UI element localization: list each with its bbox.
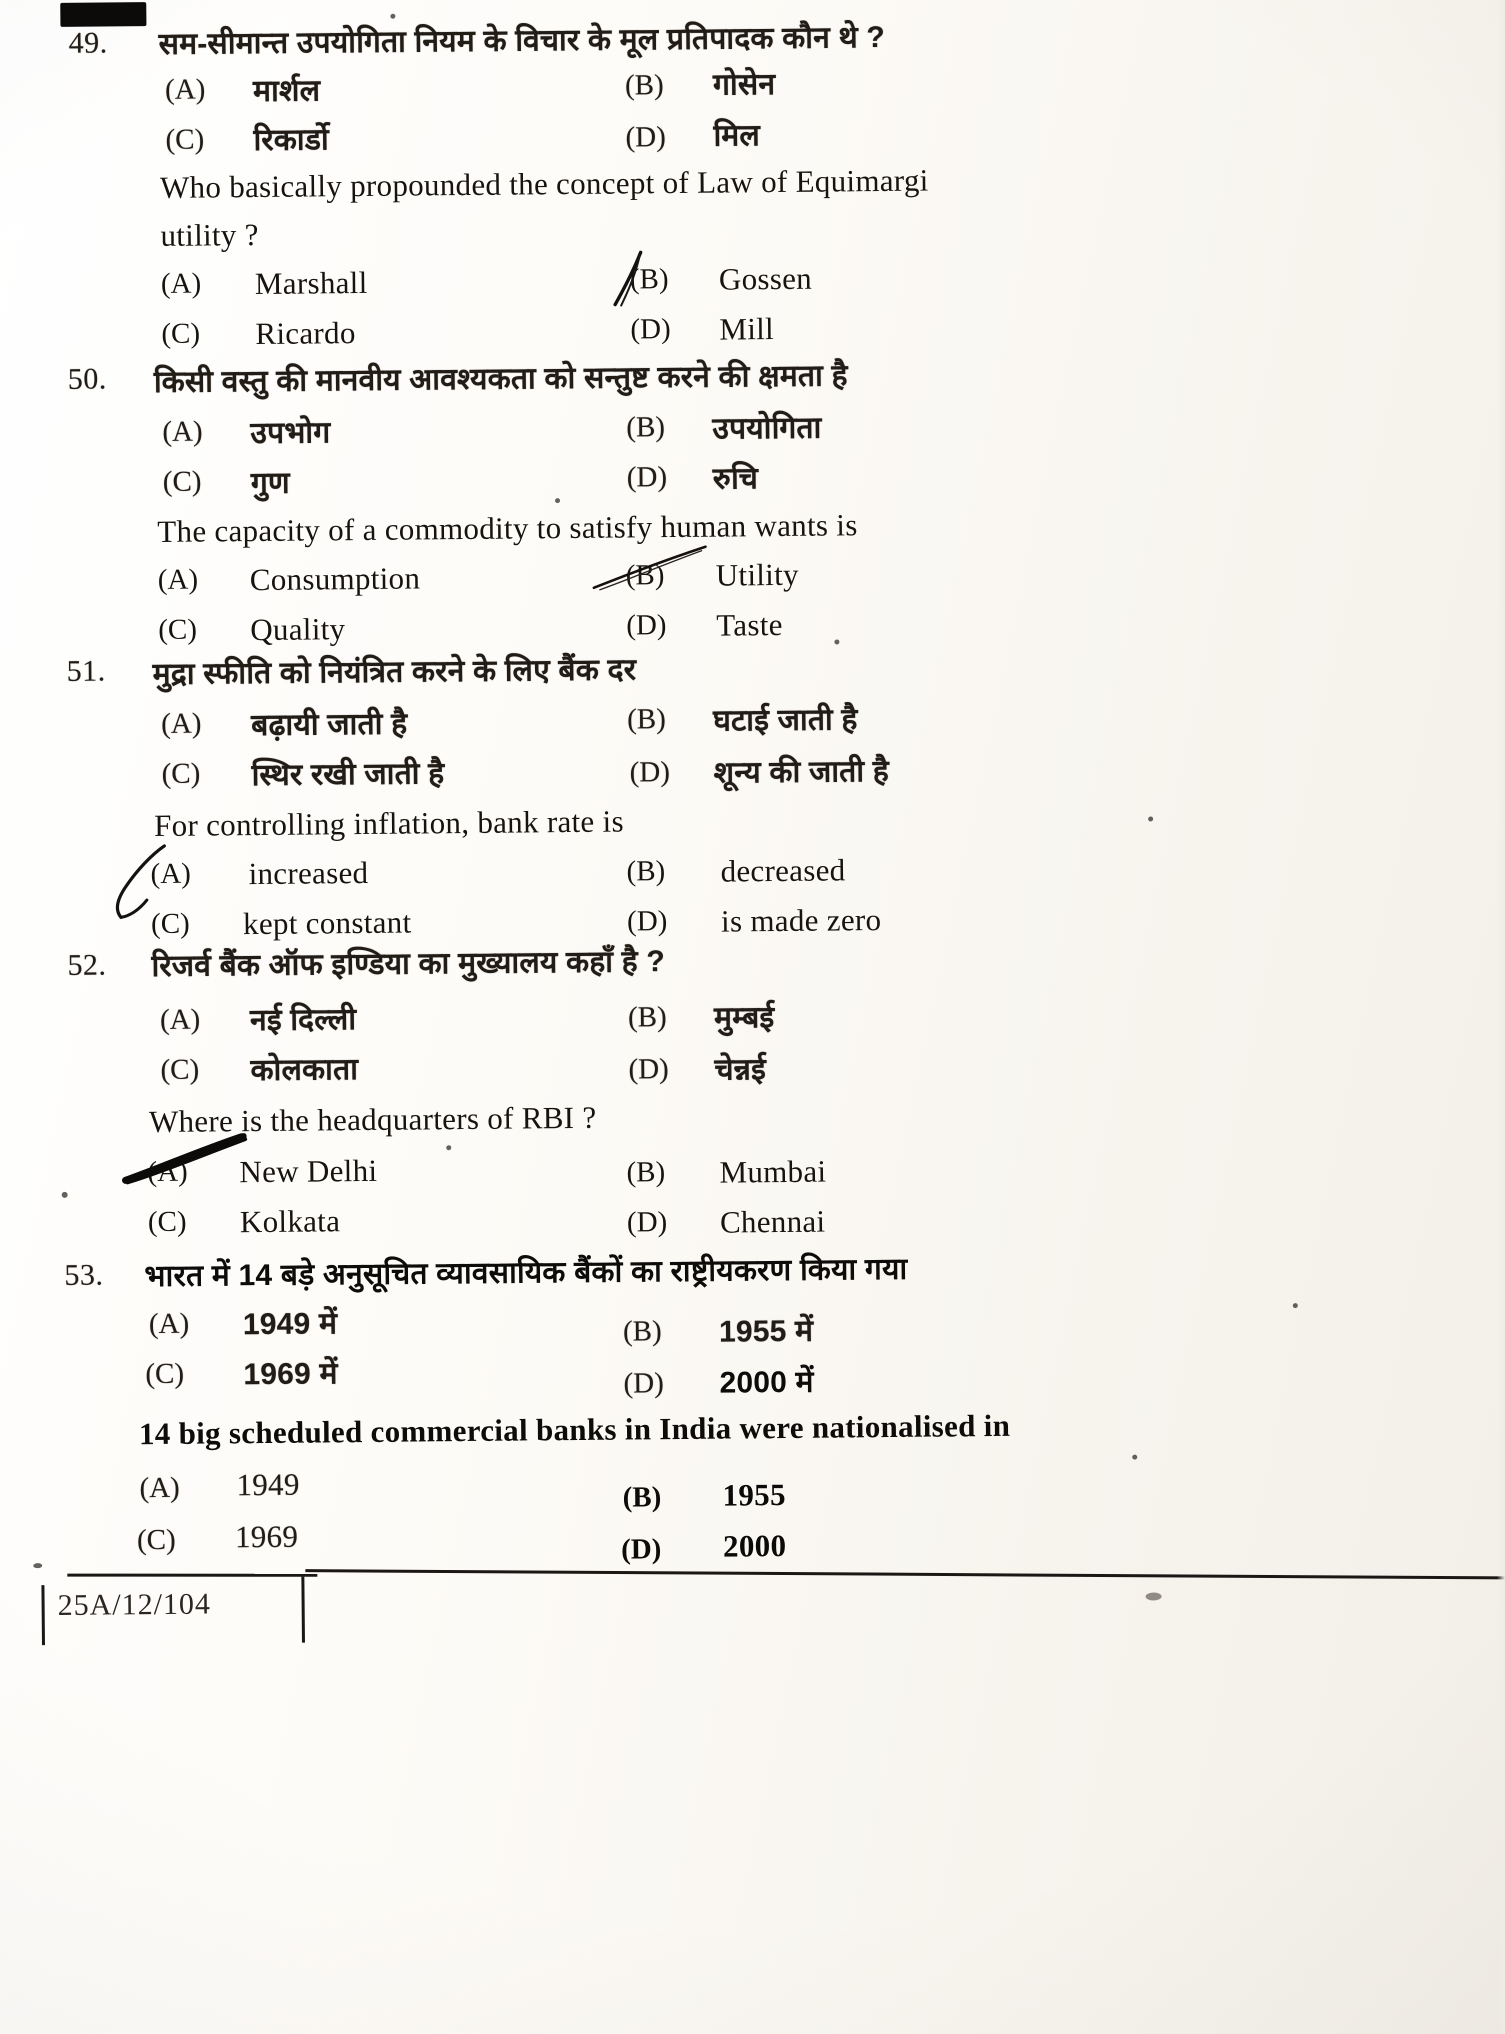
option-text[interactable]: गोसेन — [712, 68, 776, 102]
option-text[interactable]: is made zero — [720, 902, 882, 939]
question-text-english: Where is the headquarters of RBI ? — [148, 1099, 597, 1140]
option-text[interactable]: Marshall — [254, 264, 368, 302]
question-text-hindi: रिजर्व बैंक ऑफ इण्डिया का मुख्यालय कहाँ है ? — [151, 945, 666, 984]
option-text[interactable]: शून्य की जाती है — [713, 754, 890, 790]
option-label[interactable]: (A) — [164, 73, 206, 106]
scan-speck — [1132, 1455, 1137, 1460]
scan-speck — [555, 498, 560, 503]
option-text[interactable]: New Delhi — [239, 1152, 378, 1190]
option-label[interactable]: (A) — [139, 1471, 180, 1505]
option-label[interactable]: (B) — [626, 855, 666, 888]
option-text[interactable]: kept constant — [242, 904, 412, 942]
option-label[interactable]: (C) — [162, 465, 202, 498]
option-label[interactable]: (B) — [622, 1315, 662, 1348]
question-number: 52. — [67, 948, 107, 982]
option-label[interactable]: (B) — [629, 263, 669, 296]
question-text-english: Who basically propounded the concept of Law of Equimargi — [159, 162, 929, 205]
option-label[interactable]: (C) — [165, 123, 205, 156]
option-text[interactable]: 1949 — [236, 1466, 300, 1503]
option-label[interactable]: (A) — [157, 563, 199, 596]
question-text-hindi: मुद्रा स्फीति को नियंत्रित करने के लिए बैंक दर — [152, 653, 637, 692]
option-label[interactable]: (C) — [136, 1523, 176, 1557]
option-text[interactable]: रिकार्डो — [253, 123, 329, 158]
option-label[interactable]: (A) — [162, 415, 203, 448]
option-label[interactable]: (A) — [147, 1155, 188, 1189]
question-number: 49. — [68, 26, 108, 60]
option-label[interactable]: (B) — [624, 69, 664, 102]
option-text[interactable]: Chennai — [719, 1203, 826, 1240]
option-text[interactable]: बढ़ायी जाती है — [251, 707, 408, 743]
option-text[interactable]: 1969 — [234, 1518, 299, 1555]
option-text[interactable]: Gossen — [718, 260, 813, 297]
option-text[interactable]: उपभोग — [250, 416, 331, 451]
scan-speck — [1148, 816, 1153, 821]
question-text-english-cont: utility ? — [160, 216, 259, 253]
option-label[interactable]: (B) — [622, 1481, 662, 1514]
option-label[interactable]: (D) — [626, 905, 668, 938]
question-text-hindi: सम-सीमान्त उपयोगिता नियम के विचार के मूल प्रतिपादक कौन थे ? — [158, 20, 886, 61]
option-text[interactable]: increased — [248, 854, 369, 892]
option-text[interactable]: घटाई जाती है — [712, 703, 858, 738]
scan-smudge-top-left — [60, 2, 146, 27]
option-label[interactable]: (C) — [150, 907, 190, 941]
scan-speck — [1293, 1303, 1298, 1308]
option-text[interactable]: रुचि — [712, 462, 759, 496]
option-text[interactable]: 2000 — [722, 1527, 787, 1564]
option-label[interactable]: (D) — [623, 1367, 664, 1400]
option-label[interactable]: (B) — [626, 411, 666, 444]
option-label[interactable]: (C) — [145, 1357, 185, 1391]
scan-speck — [1146, 1592, 1162, 1600]
option-text[interactable]: गुण — [250, 466, 290, 501]
footer-box-left — [41, 1585, 45, 1645]
question-text-english: For controlling inflation, bank rate is — [153, 803, 625, 844]
scan-speck — [446, 1145, 451, 1150]
option-label[interactable]: (D) — [625, 121, 666, 154]
page-right-edge-shadow — [1497, 0, 1505, 2034]
option-text[interactable]: Mill — [719, 311, 775, 347]
option-label[interactable]: (A) — [161, 707, 202, 740]
option-text[interactable]: नई दिल्ली — [249, 1003, 357, 1038]
option-label[interactable]: (D) — [620, 1533, 662, 1566]
option-label[interactable]: (D) — [626, 609, 667, 642]
scan-speck — [390, 14, 395, 19]
option-text[interactable]: उपयोगिता — [712, 411, 822, 446]
option-label[interactable]: (C) — [161, 757, 201, 790]
option-label[interactable]: (C) — [160, 1053, 200, 1086]
footer-code: 25A/12/104 — [57, 1587, 212, 1622]
option-text[interactable]: 1955 — [722, 1476, 786, 1513]
option-label[interactable]: (C) — [147, 1205, 187, 1239]
option-text[interactable]: Quality — [250, 611, 346, 648]
question-number: 53. — [64, 1258, 104, 1292]
option-label[interactable]: (D) — [630, 313, 671, 346]
question-text-hindi: भारत में 14 बड़े अनुसूचित व्यावसायिक बैंकों का राष्ट्रीयकरण किया गया — [144, 1252, 908, 1294]
footer-rule-long — [305, 1569, 1505, 1579]
option-label[interactable]: (D) — [629, 756, 671, 789]
option-label[interactable]: (B) — [625, 559, 665, 592]
option-text[interactable]: Ricardo — [255, 315, 356, 352]
option-text[interactable]: decreased — [720, 852, 846, 889]
option-text[interactable]: 1969 में — [243, 1357, 338, 1392]
option-text[interactable]: कोलकाता — [250, 1053, 359, 1088]
option-label[interactable]: (A) — [159, 1003, 201, 1036]
option-text[interactable]: Kolkata — [239, 1203, 341, 1240]
footer-box-divider — [301, 1577, 305, 1643]
option-label[interactable]: (A) — [148, 1307, 190, 1341]
option-text[interactable]: स्थिर रखी जाती है — [251, 757, 445, 793]
footer-rule — [67, 1574, 317, 1577]
question-text-english: 14 big scheduled commercial banks in India were nationalised in — [138, 1407, 1011, 1452]
option-label[interactable]: (A) — [150, 857, 192, 891]
question-number: 50. — [67, 362, 108, 396]
question-text-hindi: किसी वस्तु की मानवीय आवश्यकता को सन्तुष्ट करने की क्षमता है — [153, 359, 848, 400]
option-label[interactable]: (B) — [626, 1156, 666, 1189]
option-label[interactable]: (B) — [627, 1001, 667, 1034]
option-label[interactable]: (D) — [626, 1206, 668, 1239]
question-number: 51. — [66, 654, 106, 688]
option-text[interactable]: 1949 में — [242, 1307, 338, 1342]
question-text-english: The capacity of a commodity to satisfy human wants is — [157, 507, 858, 549]
option-label[interactable]: (D) — [628, 1053, 669, 1086]
option-text[interactable]: मुम्बई — [713, 1001, 775, 1035]
option-text[interactable]: Taste — [716, 606, 783, 643]
option-label[interactable]: (C) — [158, 613, 198, 646]
option-text[interactable]: चेन्नई — [714, 1053, 767, 1087]
scan-speck — [62, 1192, 68, 1198]
option-text[interactable]: Mumbai — [719, 1153, 827, 1190]
option-text[interactable]: Utility — [715, 556, 799, 593]
option-text[interactable]: Consumption — [249, 560, 421, 598]
option-label[interactable]: (A) — [160, 267, 202, 300]
option-text[interactable]: 2000 में — [719, 1365, 814, 1400]
option-label[interactable]: (D) — [626, 461, 668, 494]
scan-speck — [33, 1563, 42, 1568]
option-label[interactable]: (B) — [626, 703, 666, 736]
option-text[interactable]: मार्शल — [252, 74, 321, 109]
scan-speck — [834, 639, 839, 644]
option-text[interactable]: 1955 में — [718, 1314, 814, 1349]
option-label[interactable]: (C) — [161, 317, 201, 350]
option-text[interactable]: मिल — [713, 119, 761, 153]
